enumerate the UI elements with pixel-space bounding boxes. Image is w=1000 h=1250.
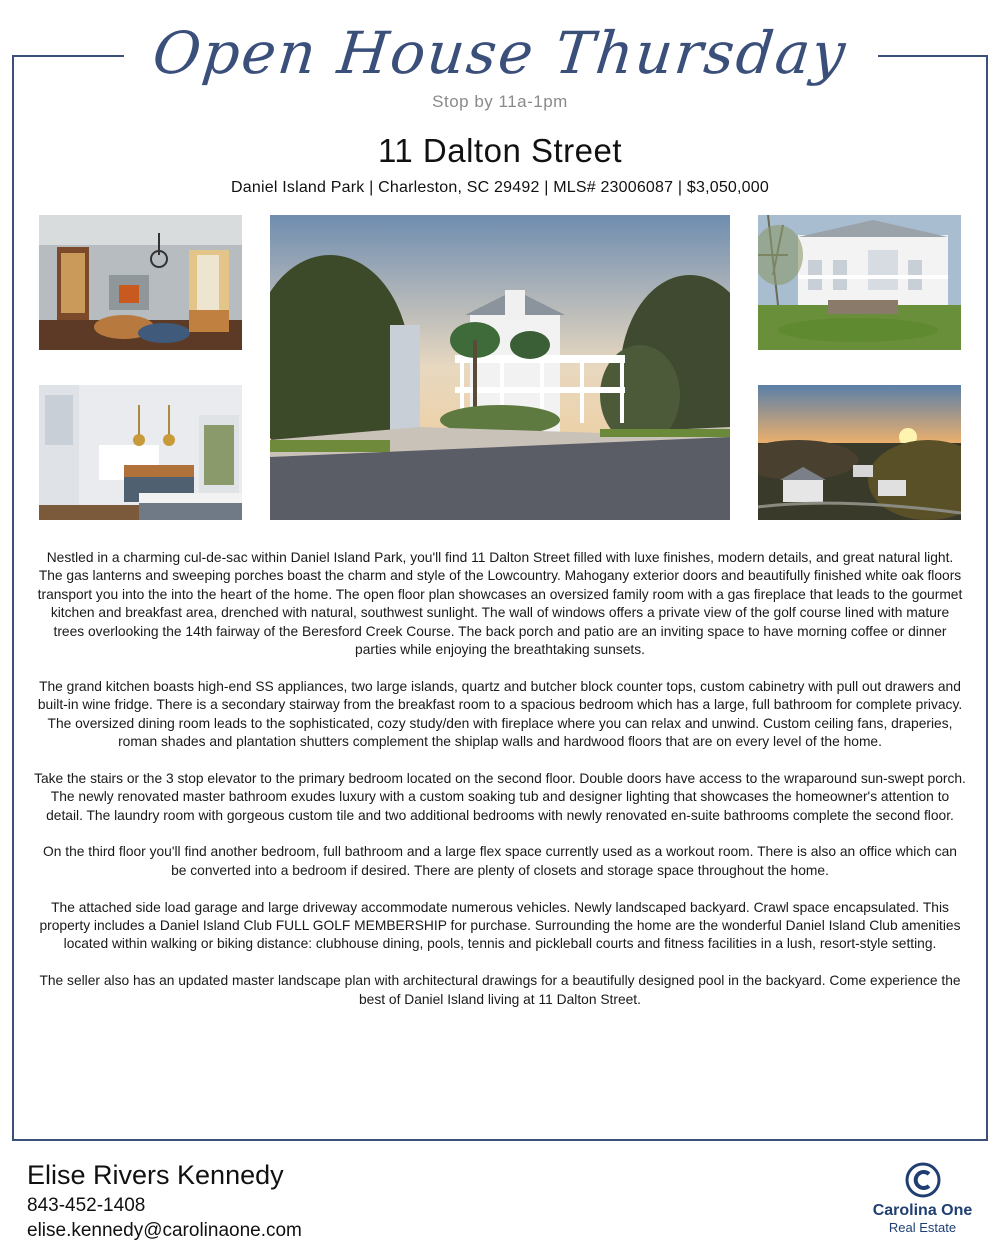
logo-name: Carolina One [872,1202,973,1219]
description-paragraph: Take the stairs or the 3 stop elevator to the primary bedroom located on the second floor. Double doors have access to the wraparound sun-swept porch. The newly renovated master bathroom exudes luxury with a custom soaking tub and designer lighting that showcases the homeowner's attention to detail. The laundry room with gorgeous custom tile and two additional bedrooms with newly renovated en-suite bathrooms complete the second floor. [34,770,966,823]
agent-phone[interactable]: 843-452-1408 [27,1195,146,1216]
agent-email[interactable]: elise.kennedy@carolinaone.com [27,1220,302,1241]
script-title: Open House Thursday [149,19,851,87]
aerial-sunset-photo [758,385,961,520]
description-paragraph: Nestled in a charming cul-de-sac within Daniel Island Park, you'll find 11 Dalton Street filled with luxe finishes, modern details, and great natural light. The gas lanterns and sweeping porches boast the charm and style of the Lowcountry. Mahogany exterior doors and beautifully finished white oak floors transport you into the into the heart of the home. The open floor plan showcases an oversized family room with a gas fireplace that leads to the gourmet kitchen and breakfast area, drenched with natural, southwest sunlight. The wall of windows offers a private view of the golf course lined with mature trees overlooking the 14th fairway of the Beresford Creek Course. The back porch and patio are an inviting space to have morning coffee or dinner parties while enjoying the breathtaking sunsets. [37,550,963,658]
frame-left-line [12,56,14,1141]
copyright-circle-icon [905,1162,941,1198]
property-details: Daniel Island Park | Charleston, SC 29492 | MLS# 23006087 | $3,050,000 [231,179,769,196]
back-porch-photo [758,215,961,350]
frame-top-right-line [878,55,988,57]
description-paragraph: The seller also has an updated master landscape plan with architectural drawings for a beautifully designed pool in the backyard. Come experience the best of Daniel Island living at 11 Dalton Street. [39,973,961,1007]
property-address: 11 Dalton Street [377,132,623,169]
description-paragraph: The grand kitchen boasts high-end SS appliances, two large islands, quartz and butcher block counter tops, custom cabinetry with pull out drawers and built-in wine fridge. There is a secondary stairway from the breakfast room to a spacious bedroom which has a large, full bathroom for complete privacy. The oversized dining room leads to the sophisticated, cozy study/den with fireplace where you can relax and unwind. Custom ceiling fans, draperies, roman shades and plantation shutters complement the shiplap walls and hardwood floors that are on every level of the home. [37,678,963,750]
agent-name: Elise Rivers Kennedy [27,1160,284,1190]
property-description [34,549,966,1027]
description-paragraph: The attached side load garage and large driveway accommodate numerous vehicles. Newly landscaped backyard. Crawl space encapsulated. This property includes a Daniel Island Club FULL GOLF MEMBERSHIP for purchase. Surrounding the home are the wonderful Daniel Island Club amenities located within walking or biking distance: clubhouse dining, pools, tennis and pickleball courts and fitness facilities in a lush, resort-style setting. [39,899,961,952]
description-paragraph: On the third floor you'll find another bedroom, full bathroom and a large flex space currently used as a workout room. There is also an office which can be converted into a bedroom if desired. There are plenty of closets and storage space throughout the home. [43,844,957,878]
frame-right-line [986,56,988,1141]
kitchen-photo [39,385,242,520]
frame-top-left-line [12,55,124,57]
frame-bottom-line [12,1139,988,1141]
logo-subtitle: Real Estate [888,1220,957,1235]
open-house-time: Stop by 11a-1pm [432,92,568,111]
main-exterior-photo [270,215,730,520]
living-room-photo [39,215,242,350]
carolina-one-logo [855,1160,990,1245]
